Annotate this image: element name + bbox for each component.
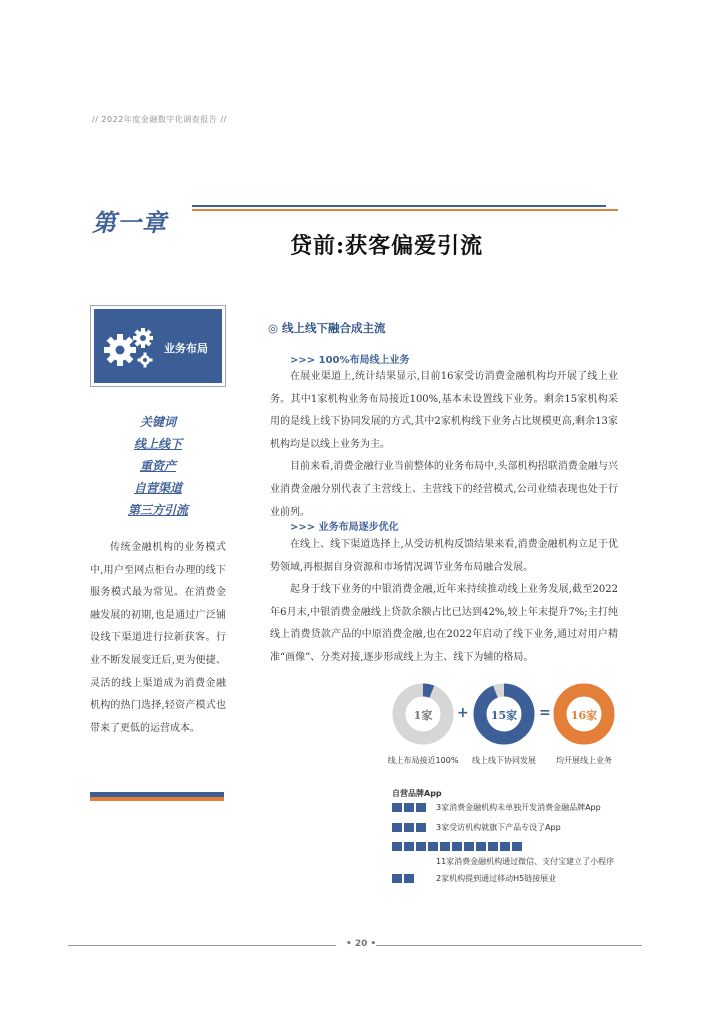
keyword-item: 重资产 bbox=[139, 459, 176, 473]
chapter-rule-blue bbox=[192, 205, 606, 207]
donut-1-label: 1家 bbox=[413, 709, 433, 722]
legend-square bbox=[404, 803, 414, 812]
sidebar-paragraph: 传统金融机构的业务模式中,用户至网点柜台办理的线下服务模式最为常见。在消费金融发展的初期,也是通过广泛铺设线下渠道进行拉新获客。行业不断发展变迁后,更为便捷、灵活的线上渠道成为消费金融机构的热门选择,轻资产模式也带来了更低的运营成本。 bbox=[90, 542, 226, 734]
running-header: // 2022年度金融数字化调查报告 // bbox=[92, 115, 227, 124]
legend-square bbox=[392, 842, 402, 851]
paragraph: 在展业渠道上,统计结果显示,目前16家受访消费金融机构均开展了线上业务。其中1家机构业务布局接近100%,基本未设置线下业务。剩余15家机构采用的是线上线下协同发展的方式,其中2家机构线下业务占比规模更高,剩余13家机构均是以线上业务为主。 bbox=[270, 371, 618, 450]
keyword-heading: 关键词 bbox=[139, 415, 176, 429]
badge-label: 业务布局 bbox=[164, 342, 208, 355]
legend-square bbox=[464, 842, 474, 851]
donut-2-label: 15家 bbox=[490, 709, 518, 722]
page-number-value: 20 bbox=[354, 939, 368, 949]
donut-3-label: 16家 bbox=[570, 709, 598, 722]
legend-row-text: 2家机构提到通过移动H5链接展业 bbox=[436, 874, 557, 883]
chapter-label: 第一章 bbox=[92, 208, 167, 237]
legend-row-text: 3家消费金融机构未单独开发消费金融品牌App bbox=[436, 803, 601, 812]
keyword-item: 自营渠道 bbox=[133, 481, 182, 495]
donut-1-caption: 线上布局接近100% bbox=[387, 756, 459, 765]
legend-square bbox=[416, 803, 426, 812]
legend-square bbox=[452, 842, 462, 851]
section-title: ◎ 线上线下融合成主流 bbox=[268, 321, 386, 335]
legend-square bbox=[440, 842, 450, 851]
legend-squares-row bbox=[392, 823, 426, 832]
legend-square bbox=[416, 842, 426, 851]
legend-row-text: 11家消费金融机构通过微信、支付宝建立了小程序 bbox=[436, 857, 615, 866]
legend-title: 自营品牌App bbox=[392, 789, 442, 798]
legend-square bbox=[392, 803, 402, 812]
plus-sign: + bbox=[457, 705, 469, 721]
legend-squares-row bbox=[392, 803, 426, 812]
gears-icon bbox=[100, 324, 158, 370]
legend-squares-row bbox=[392, 842, 522, 851]
subsection-title: >>> 100%布局线上业务 bbox=[290, 355, 410, 366]
keyword-item: 线上线下 bbox=[133, 437, 182, 451]
donut-3-caption: 均开展线上业务 bbox=[556, 756, 612, 765]
legend-square bbox=[428, 842, 438, 851]
legend-square bbox=[392, 874, 402, 883]
legend-square bbox=[404, 874, 414, 883]
keyword-item: 第三方引流 bbox=[127, 503, 188, 517]
paragraph: 在线上、线下渠道选择上,从受访机构反馈结果来看,消费金融机构立足于优势领域,再根据自身资源和市场情况调节业务布局融合发展。 bbox=[270, 539, 618, 573]
page-number: • 20 • bbox=[346, 939, 377, 949]
donut-2-caption: 线上线下协同发展 bbox=[472, 756, 536, 765]
legend-square bbox=[416, 823, 426, 832]
chapter-title: 贷前:获客偏爱引流 bbox=[290, 233, 484, 259]
paragraph: 目前来看,消费金融行业当前整体的业务布局中,头部机构招联消费金融与兴业消费金融分别代表了主营线上、主营线下的经营模式,公司业绩表现也处于行业前列。 bbox=[270, 461, 618, 518]
chapter-rule-orange bbox=[192, 209, 618, 211]
legend-square bbox=[404, 842, 414, 851]
legend-square bbox=[392, 823, 402, 832]
legend-square bbox=[512, 842, 522, 851]
equals-sign: = bbox=[539, 705, 551, 721]
legend-squares-row bbox=[392, 874, 414, 883]
subsection-title: >>> 业务布局逐步优化 bbox=[290, 522, 399, 533]
legend-square bbox=[476, 842, 486, 851]
sidebar-bar-orange bbox=[90, 797, 224, 801]
legend-row-text: 3家受访机构就旗下产品专设了App bbox=[436, 823, 561, 832]
legend-square bbox=[500, 842, 510, 851]
paragraph: 起身于线下业务的中银消费金融,近年来持续推动线上业务发展,截至2022年6月末,中银消费金融线上贷款余额占比已达到42%,较上年末提升7%;主打纯线上消费贷款产品的中原消费金融,也在2022年启动了线下业务,通过对用户精准“画像”、分类对接,逐步形成线上为主、线下为辅的格局。 bbox=[270, 584, 618, 663]
body-paragraphs-2 bbox=[270, 534, 618, 670]
legend-square bbox=[488, 842, 498, 851]
legend-square bbox=[404, 823, 414, 832]
footer-rule-left bbox=[68, 945, 336, 946]
keyword-list bbox=[90, 411, 226, 521]
footer-rule-right bbox=[376, 945, 642, 946]
body-paragraphs-1 bbox=[270, 366, 618, 524]
